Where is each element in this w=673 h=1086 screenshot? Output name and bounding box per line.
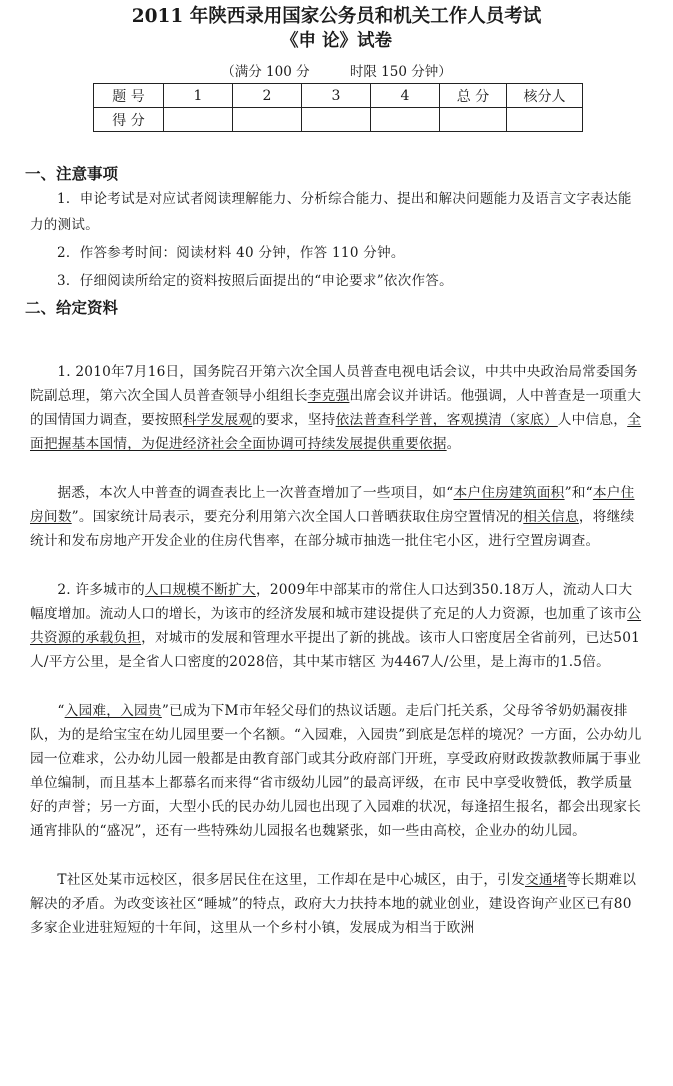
underlined-text: 科学发展观 <box>182 412 253 428</box>
underlined-text: 全面把握基本国情，为促进经济社会全面协调可持续发展提供重要依据 <box>30 412 642 452</box>
text-span: 1. 2010年7月16日，国务院召开第六次全国人员普查电视电话会议，中共中央政治局常委国务院副总理，第六次全国人员普查领导小组组长 <box>30 364 638 404</box>
underlined-text: 公共资源的承载负担 <box>30 606 642 646</box>
material-paragraph <box>30 699 645 843</box>
score-table <box>93 83 583 132</box>
text-span: “ <box>57 703 65 719</box>
score-input-cell[interactable] <box>371 108 440 132</box>
score-input-cell[interactable] <box>164 108 233 132</box>
underlined-text: 李克强 <box>307 388 350 404</box>
score-cell: 得 分 <box>94 108 164 132</box>
text-span: ，2009年中部某市的常住人口达到350.18万人，流动人口大幅度增加。流动人口的增长，为该市的经济发展和城市建设提供了充足的人力资源，也加重了该市 <box>30 582 633 622</box>
text-span: ”已成为下M市年轻父母们的热议话题。走后门托关系，父母爷爷奶奶漏夜排队，为的是给宝宝在幼儿园里要一个名额。“入园难，入园贵”到底是怎样的境况？一方面，公办幼儿园一位难求，公办幼儿园一般都是由教育部门或其分政府部门开班，享受政府财政拨款教师属于事业单位编制，而且基本上都慕名而来得“省市级幼儿园”的最高评级，在市 民中享受收赞低，教学质量好的声誉；另一方面，大型小氏的民办幼儿园也出现了入园难的状况，每逢招生报名，都会出现家长通宵排队的“盛况”，还有一些特殊幼儿园报名也魏紧张，如一些由高校，企业办的幼儿园。 <box>30 703 642 839</box>
underlined-text: 本户住房间数 <box>30 485 635 525</box>
score-cell: 4 <box>371 84 440 108</box>
underlined-text: 相关信息 <box>523 509 579 525</box>
material-paragraph <box>30 360 645 456</box>
material-paragraph <box>30 868 645 940</box>
text-span: 2. 许多城市的 <box>57 582 145 598</box>
section-heading-materials: 二、给定资料 <box>25 298 119 317</box>
exam-title: 2011 年陕西录用国家公务员和机关工作人员考试 <box>131 6 542 27</box>
note-item: 2．作答参考时间：阅读材料 40 分钟，作答 110 分钟。 <box>57 245 405 261</box>
underlined-text: 人口规模不断扩大 <box>144 582 256 598</box>
text-span: 出席会议并讲话。他强调，人中普查是一项重大的国情国力调查，要按照 <box>30 388 642 428</box>
text-span: ，对城市的发展和管理水平提出了新的挑战。该市人口密度居全省前列，已达501人/平方公里，是全省人口密度的2028倍，其中某市辖区 为4467人/公里，是上海市的1.5倍。 <box>30 630 641 670</box>
underlined-text: 本户住房建筑面积 <box>453 485 565 501</box>
text-span: ”和“ <box>564 485 593 501</box>
score-input-cell[interactable] <box>302 108 371 132</box>
note-item: 1．申论考试是对应试者阅读理解能力、分析综合能力、提出和解决问题能力及语言文字表达能力的测试。 <box>30 191 632 233</box>
underlined-text: 依法普查科学普，客观摸清（家底） <box>335 412 558 428</box>
score-cell: 1 <box>164 84 233 108</box>
score-input-cell[interactable] <box>233 108 302 132</box>
material-paragraph <box>30 481 645 553</box>
text-span: 人中信息， <box>557 412 628 428</box>
underlined-text: 入园难，入园贵 <box>64 703 162 719</box>
section-heading-notes: 一、注意事项 <box>25 164 119 183</box>
text-span: ，将继续统计和发布房地产开发企业的住房代售率，在部分城市抽选一批住宅小区，进行空置房调查。 <box>30 509 635 549</box>
note-item: 3．仔细阅读所给定的资料按照后面提出的“申论要求”依次作答。 <box>57 273 453 289</box>
text-span: 的要求，坚持 <box>252 412 336 428</box>
score-info <box>0 63 673 81</box>
score-table-score-row <box>94 108 583 132</box>
text-span: 等长期难以解决的矛盾。为改变该社区“睡城”的特点，政府大力扶持本地的就业创业，建设咨询产业区已有80多家企业进驻短短的十年间，这里从一个乡村小镇，发展成为相当于欧洲 <box>30 872 637 936</box>
score-cell: 3 <box>302 84 371 108</box>
exam-subtitle: 《申 论》试卷 <box>280 31 393 51</box>
full-score: （满分 100 分 <box>221 64 310 80</box>
text-span: T社区处某市远校区，很多居民住在这里，工作却在是中心城区，由于，引发 <box>57 872 526 888</box>
time-limit: 时限 150 分钟） <box>349 64 452 80</box>
text-span: ”。国家统计局表示，要充分利用第六次全国人口普晒获取住房空置情况的 <box>71 509 524 525</box>
score-cell: 核分人 <box>507 84 583 108</box>
score-input-cell[interactable] <box>507 108 583 132</box>
text-span: 。 <box>446 436 461 452</box>
score-cell: 总 分 <box>440 84 507 108</box>
score-cell: 题 号 <box>94 84 164 108</box>
material-paragraph <box>30 578 645 674</box>
score-input-cell[interactable] <box>440 108 507 132</box>
text-span: 据悉，本次人中普查的调查表比上一次普查增加了一些项目，如“ <box>57 485 454 501</box>
score-cell: 2 <box>233 84 302 108</box>
underlined-text: 交通堵 <box>525 872 567 888</box>
score-table-header-row <box>94 84 583 108</box>
